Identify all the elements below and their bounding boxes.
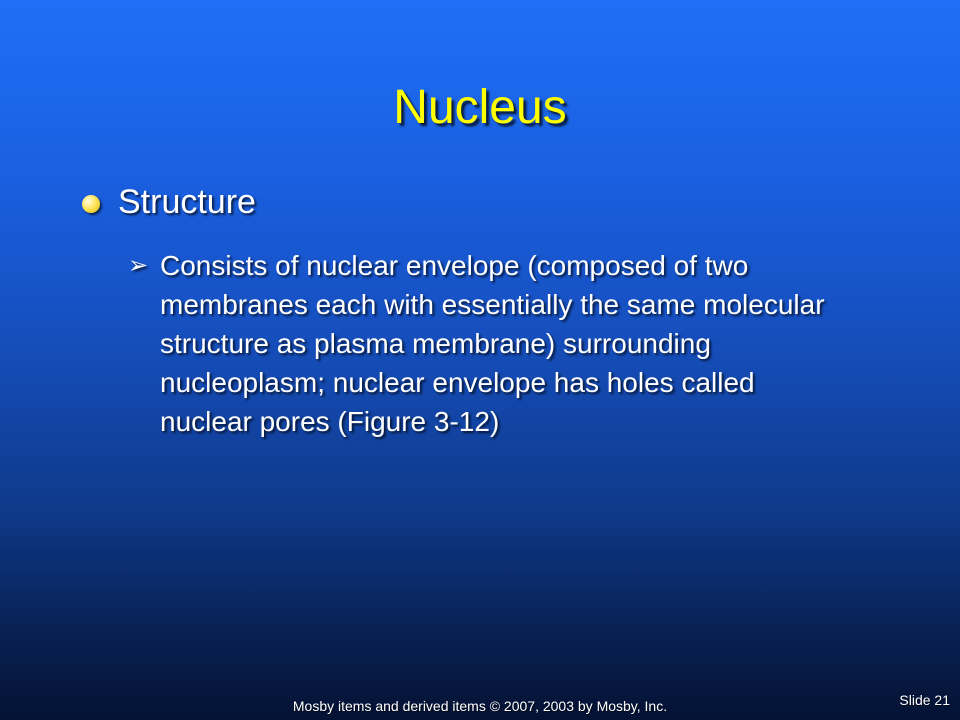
slide-number: Slide 21	[899, 692, 950, 708]
bullet-item-structure	[82, 180, 256, 224]
bullet-label: Structure	[118, 183, 256, 221]
arrowhead-bullet-icon: ➢	[128, 252, 149, 279]
slide-title: Nucleus	[393, 81, 567, 134]
copyright-footer: Mosby items and derived items © 2007, 2003 by Mosby, Inc.	[292, 698, 668, 714]
sub-bullet-item	[128, 246, 848, 441]
sub-bullet-text: Consists of nuclear envelope (composed of two membranes each with essentially the same molecular structure as plasma membrane) surrounding nucleoplasm; nuclear envelope has holes called nuclear pores (Figure 3-12)	[160, 250, 825, 437]
round-bullet-icon	[82, 195, 100, 213]
